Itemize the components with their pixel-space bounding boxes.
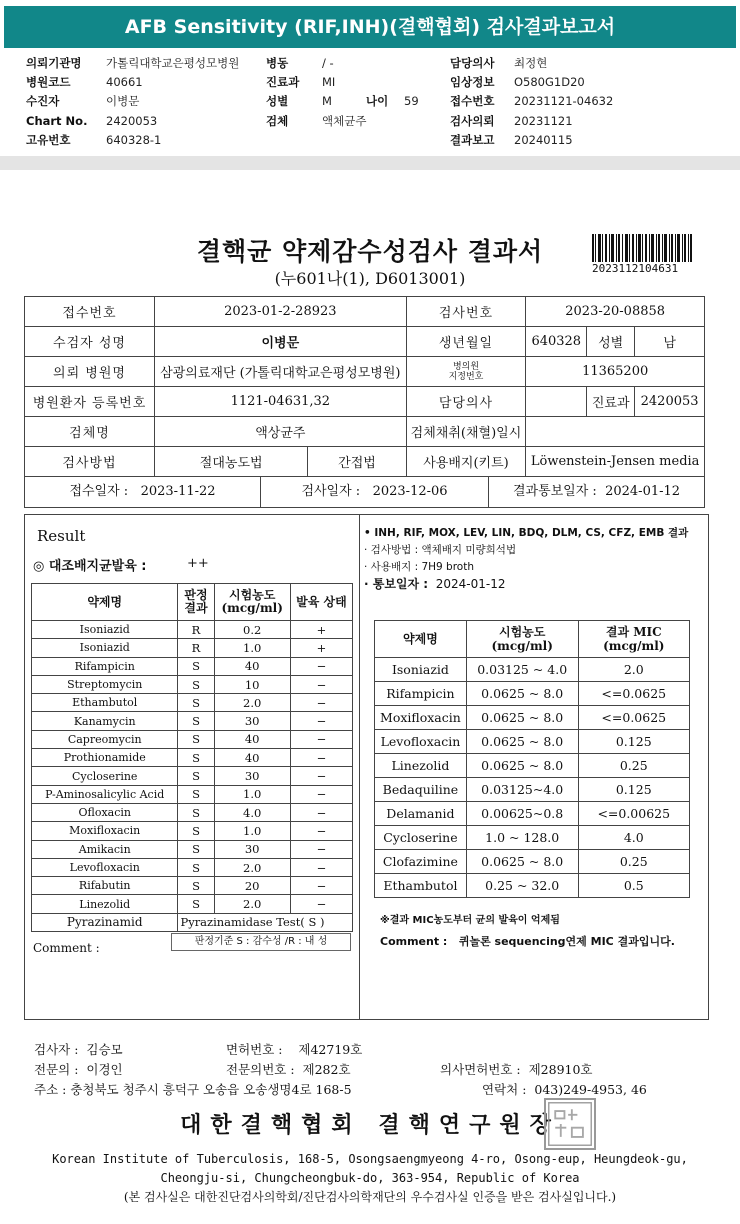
table-cell: 30	[214, 840, 290, 858]
table-row	[32, 803, 353, 821]
table-cell: Isoniazid	[375, 658, 467, 682]
meta-label: 임상정보	[450, 75, 495, 89]
meta-value: 20240115	[514, 133, 573, 147]
meta-label: 고유번호	[26, 133, 71, 147]
table-cell: S	[178, 657, 214, 675]
comment-label: Comment :	[33, 941, 100, 955]
department: 2420053	[635, 387, 705, 417]
table-cell: −	[290, 840, 352, 858]
column-header: 약제명	[375, 621, 467, 658]
table-cell: <=0.0625	[578, 706, 689, 730]
table-row	[32, 840, 353, 858]
doctor-name	[526, 387, 587, 417]
table-row	[32, 767, 353, 785]
meta-value: 이병문	[106, 94, 140, 108]
table-row	[375, 778, 690, 802]
meta-value: / -	[322, 56, 334, 70]
meta-value: 가톨릭대학교은평성모병원	[106, 56, 240, 70]
mic-note: ※결과 MIC농도부터 균의 발육이 억제됨	[380, 915, 560, 926]
table-cell: 0.25 ~ 32.0	[466, 874, 578, 898]
info-label: 검사일자 :	[301, 484, 361, 499]
table-cell: −	[290, 822, 352, 840]
table-cell: P-Aminosalicylic Acid	[32, 785, 178, 803]
table-row	[375, 706, 690, 730]
table-cell: −	[290, 858, 352, 876]
mic-header-block	[364, 525, 688, 593]
table-cell: 40	[214, 749, 290, 767]
table-row	[32, 877, 353, 895]
info-label: 접수번호	[25, 297, 155, 327]
table-cell: <=0.0625	[578, 682, 689, 706]
table-cell: Cycloserine	[32, 767, 178, 785]
result-title: Result	[37, 527, 86, 545]
table-cell: Amikacin	[32, 840, 178, 858]
barcode-number: 2023112104631	[592, 262, 679, 275]
column-header: 시험농도 (mcg/ml)	[214, 584, 290, 621]
table-cell: R	[178, 639, 214, 657]
table-cell: 0.0625 ~ 8.0	[466, 682, 578, 706]
info-label: 진료과	[587, 387, 635, 417]
table-cell: R	[178, 621, 214, 639]
table-cell: S	[178, 895, 214, 913]
column-header: 발육 상태	[290, 584, 352, 621]
table-cell: Capreomycin	[32, 730, 178, 748]
info-label: 생년월일	[406, 327, 526, 357]
table-row	[32, 621, 353, 639]
table-row	[375, 730, 690, 754]
meta-label: 의뢰기관명	[26, 56, 82, 70]
mic-section	[360, 514, 709, 1020]
meta-label: 병원코드	[26, 75, 71, 89]
doctor-license-line: 의사면허번호 : 제28910호	[440, 1062, 593, 1077]
table-cell: −	[290, 803, 352, 821]
table-cell: Rifampicin	[375, 682, 467, 706]
table-cell: S	[178, 822, 214, 840]
table-cell: S	[178, 803, 214, 821]
patient-info-table	[24, 296, 705, 508]
barcode-icon	[592, 234, 692, 262]
table-row	[32, 895, 353, 913]
table-cell: S	[178, 877, 214, 895]
meta-value: 40661	[106, 75, 143, 89]
collection-time	[526, 417, 705, 447]
meta-label: 진료과	[266, 75, 300, 89]
info-label: 검사방법	[25, 447, 155, 477]
table-cell: Linezolid	[32, 895, 178, 913]
table-row	[32, 822, 353, 840]
table-cell: 1.0	[214, 822, 290, 840]
pza-result: Pyrazinamidase Test( S )	[178, 913, 353, 931]
table-row	[375, 826, 690, 850]
meta-label: 병동	[266, 56, 289, 70]
table-cell: Streptomycin	[32, 675, 178, 693]
table-cell: Ethambutol	[375, 874, 467, 898]
table-cell: Isoniazid	[32, 621, 178, 639]
table-cell: S	[178, 840, 214, 858]
certification-note: (본 검사실은 대한진단검사의학회/진단검사의학재단의 우수검사실 인증을 받은 검사실입니다.)	[123, 1190, 617, 1204]
table-cell: S	[178, 694, 214, 712]
mic-notify-date: 2024-01-12	[435, 577, 506, 591]
info-label: 의뢰 병원명	[25, 357, 155, 387]
date-row	[25, 477, 705, 508]
meta-value: M	[322, 94, 332, 108]
table-cell: +	[290, 621, 352, 639]
table-row	[32, 730, 353, 748]
column-header: 약제명	[32, 584, 178, 621]
table-cell: 0.03125~4.0	[466, 778, 578, 802]
table-cell: 0.25	[578, 850, 689, 874]
table-row	[375, 802, 690, 826]
designation-number: 11365200	[526, 357, 705, 387]
meta-value: 액체균주	[322, 114, 367, 128]
mic-method: · 검사방법 : 액체배지 미량희석법	[364, 544, 517, 556]
specialist-license-line: 전문의번호 : 제282호	[226, 1062, 351, 1077]
info-label: 담당의사	[406, 387, 526, 417]
contact-line: 연락처 : 043)249-4953, 46	[482, 1082, 647, 1097]
table-cell: −	[290, 657, 352, 675]
table-cell: S	[178, 767, 214, 785]
document-title: 결핵균 약제감수성검사 결과서	[196, 237, 544, 266]
info-label: 접수일자 :	[69, 484, 129, 499]
english-address: Korean Institute of Tuberculosis, 168-5, Osongsaengmyeong 4-ro, Osong-eup, Heungdeok-gu, Cheongju-si, Chungcheongbuk-do, 363-954, Republic of Korea	[52, 1152, 688, 1185]
table-cell: Levofloxacin	[375, 730, 467, 754]
info-label: 검사번호	[406, 297, 526, 327]
specialist-line: 전문의 : 이경인	[34, 1062, 123, 1077]
table-row	[32, 639, 353, 657]
table-cell: 0.00625~0.8	[466, 802, 578, 826]
meta-left	[0, 54, 740, 150]
mic-table	[374, 620, 690, 898]
specimen-name: 액상균주	[155, 417, 407, 447]
table-row	[375, 658, 690, 682]
table-cell: Cycloserine	[375, 826, 467, 850]
table-cell: Clofazimine	[375, 850, 467, 874]
table-cell: Isoniazid	[32, 639, 178, 657]
table-cell: 20	[214, 877, 290, 895]
table-row	[375, 850, 690, 874]
table-cell: 10	[214, 675, 290, 693]
notified-date: 2024-01-12	[605, 484, 681, 499]
table-row	[32, 749, 353, 767]
report-header	[0, 0, 740, 52]
table-row	[32, 858, 353, 876]
table-cell: S	[178, 730, 214, 748]
table-cell: 1.0	[214, 639, 290, 657]
address-line: 주소 : 충청북도 청주시 흥덕구 오송읍 오송생명4로 168-5	[34, 1082, 352, 1097]
meta-label: 검사의뢰	[450, 114, 495, 128]
table-cell: −	[290, 877, 352, 895]
table-cell: Levofloxacin	[32, 858, 178, 876]
table-cell: 1.0	[214, 785, 290, 803]
table-cell: 0.0625 ~ 8.0	[466, 754, 578, 778]
table-cell: Moxifloxacin	[32, 822, 178, 840]
meta-value: MI	[322, 75, 336, 89]
meta-value: 20231121-04632	[514, 94, 614, 108]
table-cell: 0.2	[214, 621, 290, 639]
test-method-1: 절대농도법	[155, 447, 308, 477]
table-cell: +	[290, 639, 352, 657]
table-cell: 0.25	[578, 754, 689, 778]
table-cell: Delamanid	[375, 802, 467, 826]
table-cell: 40	[214, 657, 290, 675]
criteria-note: 판정기준 S : 감수성 /R : 내 성	[171, 933, 351, 951]
tester-line: 검사자 : 김승모	[34, 1042, 123, 1057]
table-cell: 0.0625 ~ 8.0	[466, 706, 578, 730]
table-cell: −	[290, 730, 352, 748]
info-label: 사용배지(키트)	[406, 447, 526, 477]
table-cell: <=0.00625	[578, 802, 689, 826]
meta-value: 59	[404, 94, 419, 108]
table-cell: 40	[214, 730, 290, 748]
table-cell: Prothionamide	[32, 749, 178, 767]
drug-susceptibility-table	[31, 583, 353, 932]
meta-label: 수진자	[26, 94, 60, 108]
table-row	[32, 712, 353, 730]
table-cell: −	[290, 712, 352, 730]
table-cell: Moxifloxacin	[375, 706, 467, 730]
table-row	[32, 675, 353, 693]
table-cell: 2.0	[214, 895, 290, 913]
table-cell: 0.125	[578, 778, 689, 802]
tester-name: 김승모	[86, 1042, 123, 1057]
column-header: 판정 결과	[178, 584, 214, 621]
document-subtitle: (누601나(1), D6013001)	[274, 269, 466, 288]
table-cell: S	[178, 785, 214, 803]
meta-label: 결과보고	[450, 133, 495, 147]
result-section	[24, 514, 360, 1020]
meta-value: 최정현	[514, 56, 548, 70]
table-cell: Rifampicin	[32, 657, 178, 675]
table-cell: −	[290, 675, 352, 693]
mic-comment: Comment : 퀴놀론 sequencing연제 MIC 결과입니다.	[380, 935, 675, 948]
table-row	[375, 874, 690, 898]
meta-label: 나이	[366, 94, 389, 108]
table-cell: S	[178, 675, 214, 693]
table-cell: Ofloxacin	[32, 803, 178, 821]
table-row	[375, 682, 690, 706]
pza-name: Pyrazinamid	[32, 913, 178, 931]
table-row	[32, 657, 353, 675]
table-cell: 0.125	[578, 730, 689, 754]
patient-name: 이병문	[155, 327, 407, 357]
license-line: 면허번호 : 제42719호	[226, 1042, 363, 1057]
table-cell: −	[290, 767, 352, 785]
table-cell: −	[290, 895, 352, 913]
meta-label: Chart No.	[26, 114, 88, 128]
meta-label: 검체	[266, 114, 289, 128]
info-label: 검체채취(채혈)일시	[406, 417, 526, 447]
hospital-name: 삼광의료재단 (가톨릭대학교은평성모병원)	[155, 357, 407, 387]
table-row	[32, 694, 353, 712]
table-cell: 0.0625 ~ 8.0	[466, 730, 578, 754]
section-divider	[0, 156, 740, 170]
mic-header: • INH, RIF, MOX, LEV, LIN, BDQ, DLM, CS, CFZ, EMB 결과	[364, 527, 689, 539]
meta-value: 20231121	[514, 114, 573, 128]
table-cell: S	[178, 858, 214, 876]
meta-value: O580G1D20	[514, 75, 585, 89]
tested-date: 2023-12-06	[372, 484, 448, 499]
birth-date: 640328	[526, 327, 587, 357]
table-cell: 0.5	[578, 874, 689, 898]
meta-value: 2420053	[106, 114, 158, 128]
table-cell: Ethambutol	[32, 694, 178, 712]
table-cell: S	[178, 749, 214, 767]
table-cell: Rifabutin	[32, 877, 178, 895]
column-header: 결과 MIC (mcg/ml)	[578, 621, 689, 658]
report-header-title: AFB Sensitivity (RIF,INH)(결핵협회) 검사결과보고서	[4, 6, 736, 48]
meta-label: 담당의사	[450, 56, 495, 70]
received-date: 2023-11-22	[140, 484, 216, 499]
column-header: 시험농도 (mcg/ml)	[466, 621, 578, 658]
patient-sex: 남	[635, 327, 705, 357]
info-label: 수검자 성명	[25, 327, 155, 357]
table-cell: S	[178, 712, 214, 730]
table-cell: 4.0	[214, 803, 290, 821]
table-cell: −	[290, 694, 352, 712]
table-cell: Bedaquiline	[375, 778, 467, 802]
table-cell: Linezolid	[375, 754, 467, 778]
meta-value: 640328-1	[106, 133, 162, 147]
registration-number: 1121-04631,32	[155, 387, 407, 417]
organization-name: 대한결핵협회 결핵연구원장	[180, 1112, 560, 1138]
reception-number: 2023-01-2-28923	[155, 297, 407, 327]
test-number: 2023-20-08858	[526, 297, 705, 327]
info-label: 결과통보일자 :	[512, 484, 597, 499]
culture-medium: Löwenstein-Jensen media	[526, 447, 705, 477]
table-cell: 0.0625 ~ 8.0	[466, 850, 578, 874]
table-cell: 2.0	[578, 658, 689, 682]
table-cell: −	[290, 749, 352, 767]
table-cell: 30	[214, 712, 290, 730]
mic-notify-label: · 통보일자 :	[364, 577, 429, 591]
table-cell: 2.0	[214, 858, 290, 876]
test-method-2: 간접법	[308, 447, 406, 477]
colony-label: ◎ 대조배지균발육 :	[33, 559, 147, 574]
table-cell: Kanamycin	[32, 712, 178, 730]
table-cell: 1.0 ~ 128.0	[466, 826, 578, 850]
mic-medium: · 사용배지 : 7H9 broth	[364, 561, 475, 573]
info-label: 병원환자 등록번호	[25, 387, 155, 417]
table-cell: 2.0	[214, 694, 290, 712]
info-label: 병의원 지정번호	[406, 357, 526, 387]
table-cell: 0.03125 ~ 4.0	[466, 658, 578, 682]
table-cell: 4.0	[578, 826, 689, 850]
report-document	[0, 170, 740, 1224]
colony-value: ++	[187, 556, 209, 571]
meta-label: 성별	[266, 94, 289, 108]
official-seal-icon	[544, 1098, 596, 1150]
table-row	[32, 785, 353, 803]
specialist-name: 이경인	[86, 1062, 123, 1077]
table-row	[375, 754, 690, 778]
table-cell: 30	[214, 767, 290, 785]
info-label: 성별	[587, 327, 635, 357]
table-cell: −	[290, 785, 352, 803]
info-label: 검체명	[25, 417, 155, 447]
meta-label: 접수번호	[450, 94, 495, 108]
